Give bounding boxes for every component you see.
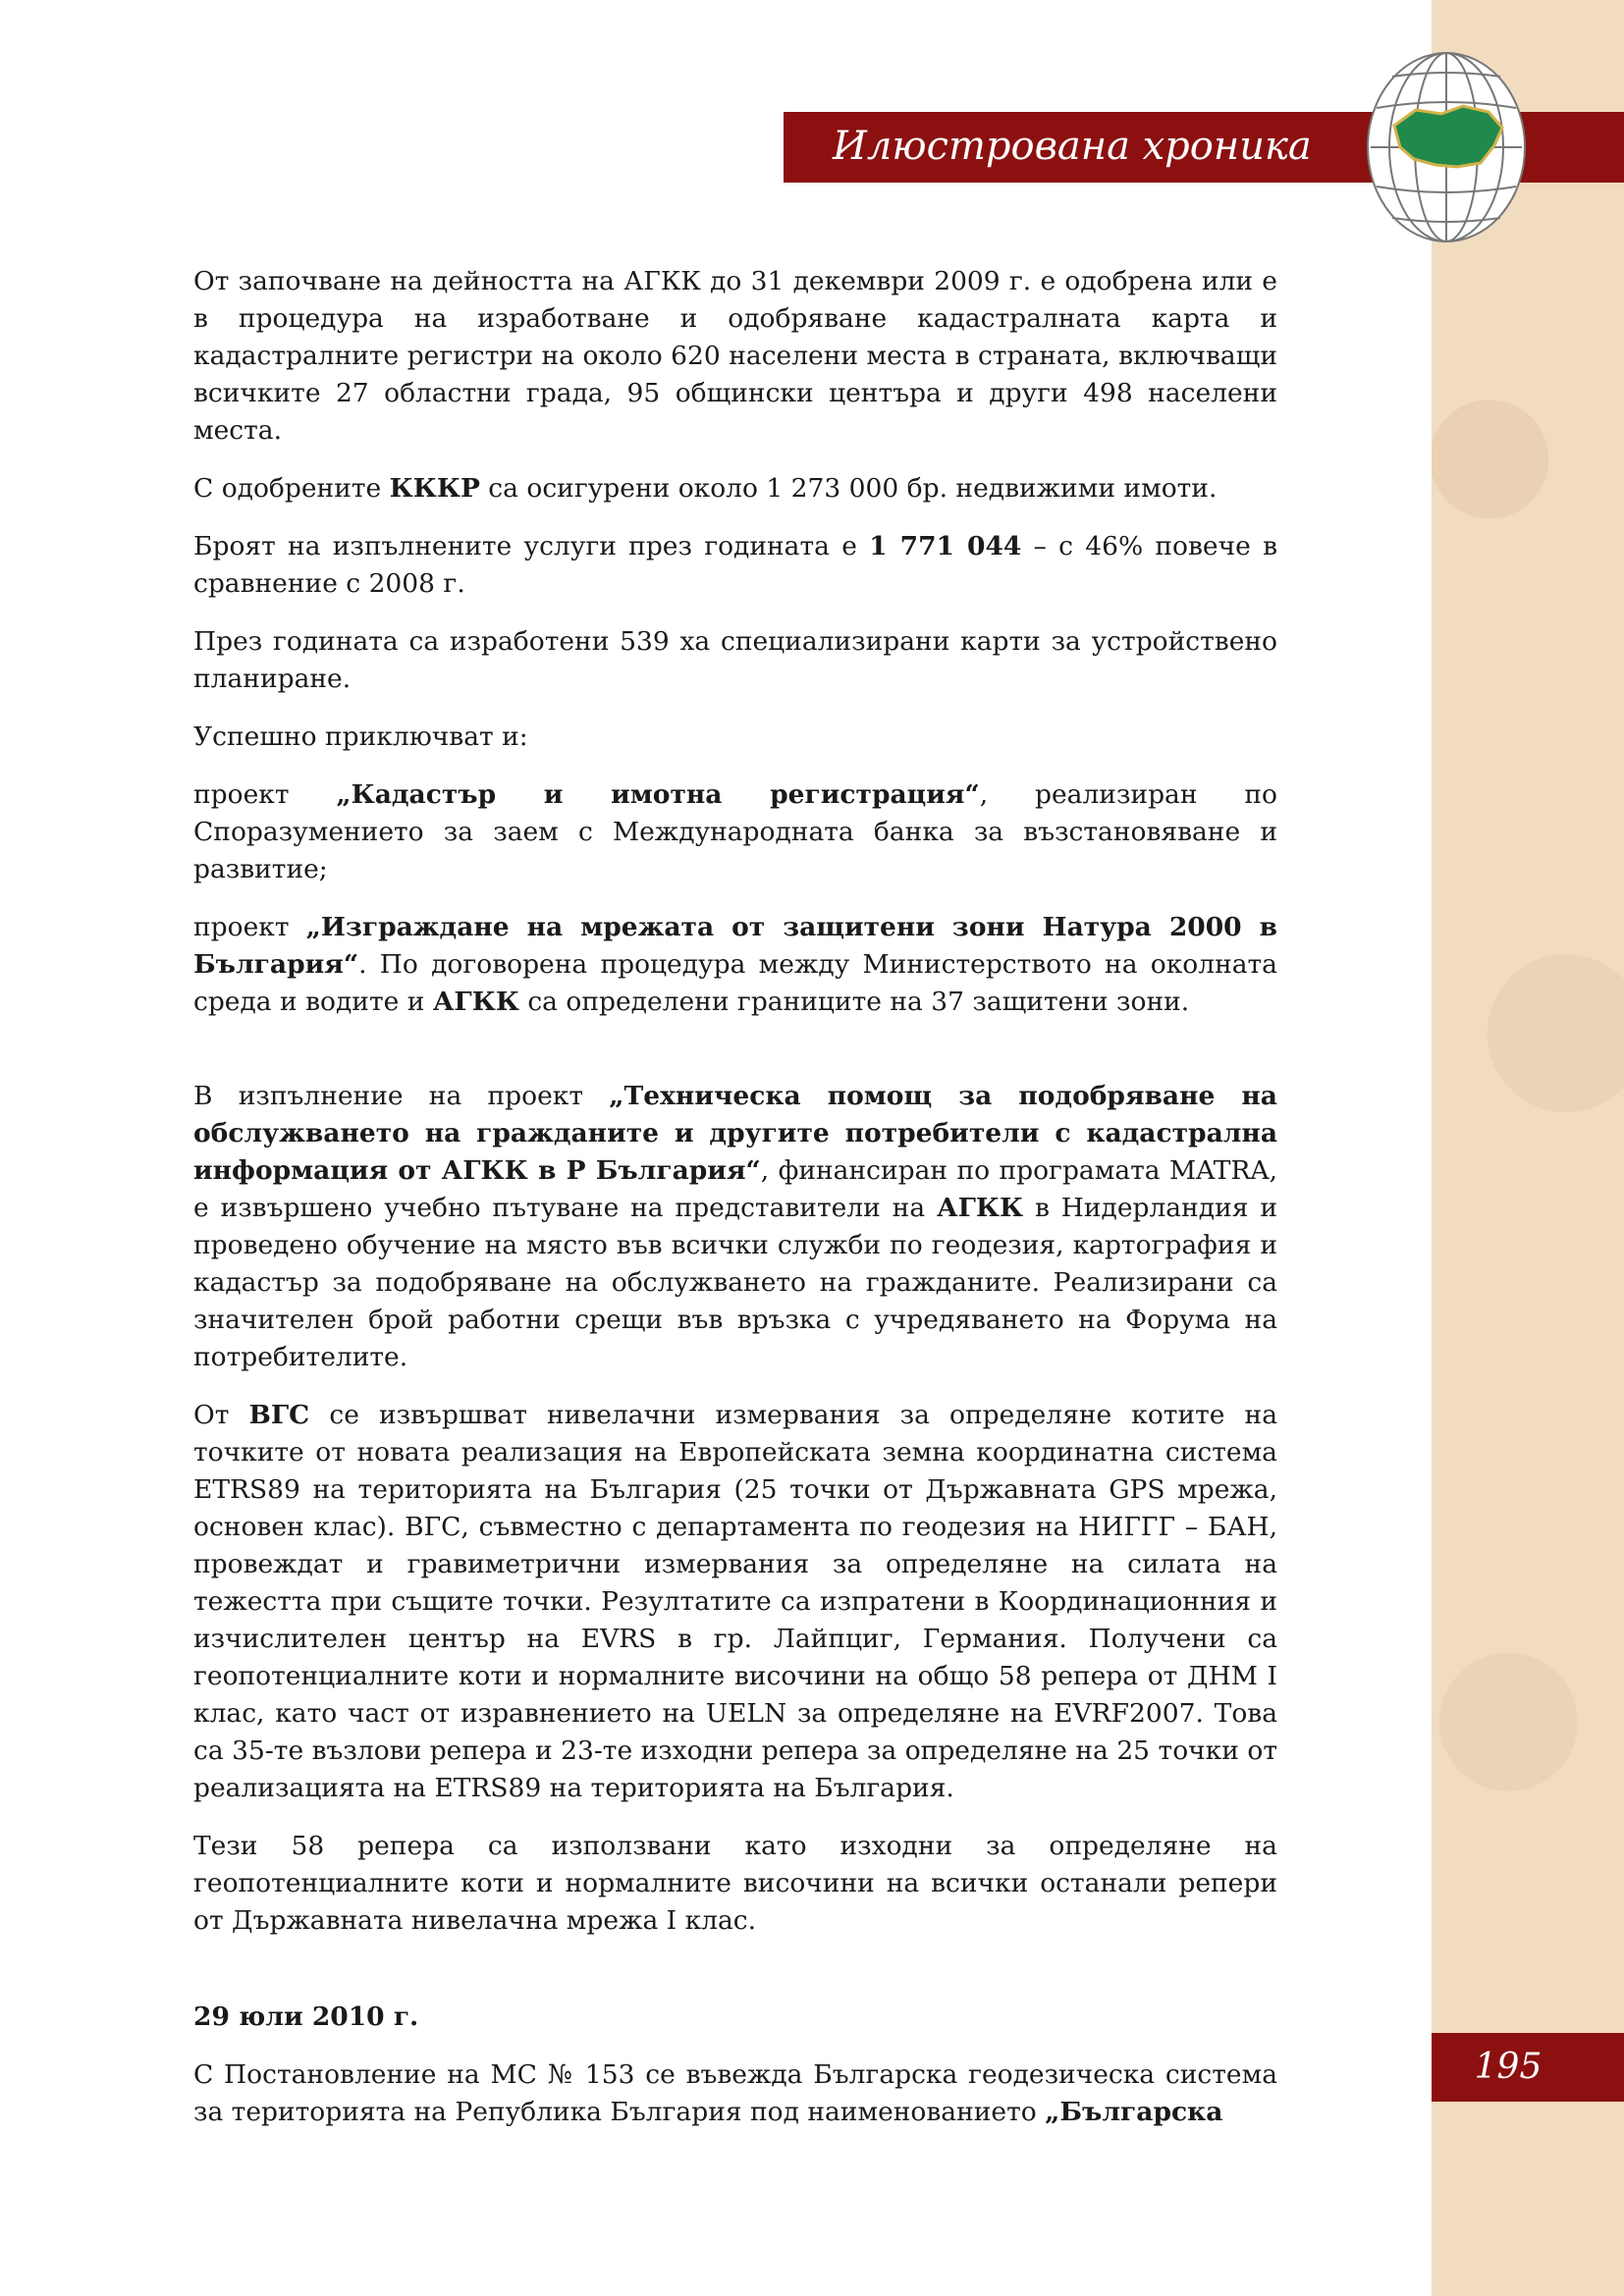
paragraph: проект „Кадастър и имотна регистрация“, реализиран по Споразумението за заем с Международната банка за възстановяване и развитие;	[193, 779, 1277, 884]
paragraph: проект „Изграждане на мрежата от защитени зони Натура 2000 в България“. По договорена процедура между Министерството на околната среда и водите и АГКК са определени границите на 37 защитени зони.	[193, 912, 1277, 1017]
paragraph: Успешно приключват и:	[193, 721, 528, 752]
paragraph: От ВГС се извършват нивелачни измервания за определяне котите на точките от новата реализация на Европейската земна координатна система ETRS89 на територията на България (25 точки от Държавната GPS мрежа, основен клас). ВГС, съвместно с департамента по геодезия на НИГГГ – БАН, провеждат и гравиметрични измервания за определяне на силата на тежестта при същите точки. Резултатите са изпратени в Координационния и изчислителен център на EVRS в гр. Лайпциг, Германия. Получени са геопотенциалните коти и нормалните височини на общо 58 репера от ДНМ I клас, като част от изравнението на UELN за определяне на EVRF2007. Това са 35-те възлови репера и 23-те изходни репера за определяне на 25 точки от реализацията на ETRS89 на територията на България.	[193, 1400, 1277, 1803]
paragraph: От започване на дейността на АГКК до 31 декември 2009 г. е одобрена или е в процедура на изработване и одобряване кадастралната карта и кадастралните регистри на около 620 населени места в страната, включващи всичките 27 областни града, 95 общински центъра и други 498 населени места.	[193, 266, 1277, 446]
decorative-side-strip	[1432, 0, 1624, 2296]
paragraph: С одобрените КККР са осигурени около 1 273 000 бр. недвижими имоти.	[193, 473, 1218, 504]
page-header-title: Илюстрована хроника	[833, 124, 1312, 169]
paragraph: През годината са изработени 539 ха специализирани карти за устройствено планиране.	[193, 626, 1277, 694]
main-text	[193, 263, 1277, 2152]
globe-map-logo	[1365, 49, 1528, 245]
date-heading: 29 юли 2010 г.	[193, 2002, 419, 2032]
page-number: 195	[1474, 2047, 1543, 2087]
paragraph: Броят на изпълнените услуги през годината е 1 771 044 – с 46% повече в сравнение с 2008 г.	[193, 531, 1277, 599]
paragraph: С Постановление на МС № 153 се въвежда Българска геодезическа система за територията на Република България под наименованието „Българска	[193, 2059, 1277, 2127]
bulgaria-map-icon	[1394, 106, 1502, 167]
paragraph: В изпълнение на проект „Техническа помощ за подобряване на обслужването на гражданите и другите потребители с кадастрална информация от АГКК в Р България“, финансиран по програмата MATRA, е извършено учебно пътуване на представители на АГКК в Нидерландия и проведено обучение на място във всички служби по геодезия, картография и кадастър за подобряване на обслужването на гражданите. Реализирани са значителен брой работни срещи във връзка с учредяването на Форума на потребителите.	[193, 1081, 1277, 1372]
paragraph: Тези 58 репера са използвани като изходни за определяне на геопотенциалните коти и нормалните височини на всички останали репери от Държавната нивелачна мрежа I клас.	[193, 1831, 1277, 1936]
